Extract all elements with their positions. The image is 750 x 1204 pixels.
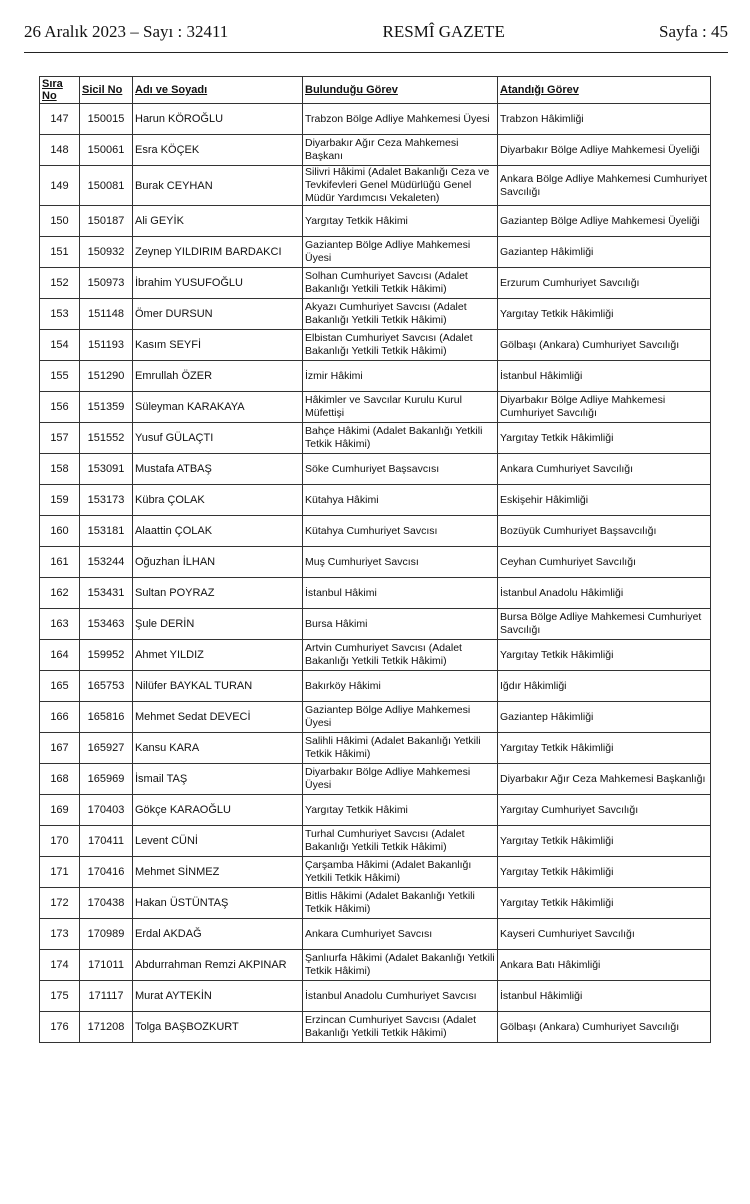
table-row (40, 485, 711, 516)
current-post-cell: Trabzon Bölge Adliye Mahkemesi Üyesi (303, 104, 498, 135)
sicil-no-cell: 170411 (80, 826, 133, 857)
sicil-no-cell: 170989 (80, 919, 133, 950)
sicil-no-cell: 153091 (80, 454, 133, 485)
name-cell: Alaattin ÇOLAK (133, 516, 303, 547)
sira-no-cell: 153 (40, 299, 80, 330)
current-post-cell: Diyarbakır Bölge Adliye Mahkemesi Üyesi (303, 764, 498, 795)
table-row (40, 795, 711, 826)
sicil-no-cell: 165753 (80, 671, 133, 702)
current-post-cell: Elbistan Cumhuriyet Savcısı (Adalet Bakanlığı Yetkili Tetkik Hâkimi) (303, 330, 498, 361)
name-cell: Kansu KARA (133, 733, 303, 764)
sicil-no-cell: 150187 (80, 206, 133, 237)
sira-no-cell: 166 (40, 702, 80, 733)
table-row (40, 733, 711, 764)
sicil-no-cell: 151552 (80, 423, 133, 454)
assigned-post-cell: İstanbul Hâkimliği (498, 981, 711, 1012)
current-post-cell: Kütahya Cumhuriyet Savcısı (303, 516, 498, 547)
col-header-sicil-no: Sicil No (80, 77, 133, 104)
assigned-post-cell: Yargıtay Cumhuriyet Savcılığı (498, 795, 711, 826)
name-cell: Ali GEYİK (133, 206, 303, 237)
sira-no-cell: 163 (40, 609, 80, 640)
sira-no-cell: 150 (40, 206, 80, 237)
table-row (40, 237, 711, 268)
current-post-cell: Gaziantep Bölge Adliye Mahkemesi Üyesi (303, 702, 498, 733)
sicil-no-cell: 171117 (80, 981, 133, 1012)
assigned-post-cell: Ankara Batı Hâkimliği (498, 950, 711, 981)
assigned-post-cell: Yargıtay Tetkik Hâkimliği (498, 826, 711, 857)
current-post-cell: Yargıtay Tetkik Hâkimi (303, 795, 498, 826)
sicil-no-cell: 170403 (80, 795, 133, 826)
assigned-post-cell: Gölbaşı (Ankara) Cumhuriyet Savcılığı (498, 330, 711, 361)
col-header-assigned-post: Atandığı Görev (498, 77, 711, 104)
name-cell: Levent CÜNİ (133, 826, 303, 857)
assigned-post-cell: Ankara Cumhuriyet Savcılığı (498, 454, 711, 485)
table-row (40, 547, 711, 578)
sicil-no-cell: 165816 (80, 702, 133, 733)
name-cell: İsmail TAŞ (133, 764, 303, 795)
table-row (40, 888, 711, 919)
name-cell: Murat AYTEKİN (133, 981, 303, 1012)
sira-no-cell: 168 (40, 764, 80, 795)
table-row (40, 764, 711, 795)
current-post-cell: Muş Cumhuriyet Savcısı (303, 547, 498, 578)
sicil-no-cell: 150932 (80, 237, 133, 268)
assigned-post-cell: Gaziantep Bölge Adliye Mahkemesi Üyeliği (498, 206, 711, 237)
sira-no-cell: 154 (40, 330, 80, 361)
current-post-cell: Bahçe Hâkimi (Adalet Bakanlığı Yetkili Tetkik Hâkimi) (303, 423, 498, 454)
name-cell: Ahmet YILDIZ (133, 640, 303, 671)
sira-no-cell: 159 (40, 485, 80, 516)
sira-no-cell: 151 (40, 237, 80, 268)
assigned-post-cell: Yargıtay Tetkik Hâkimliği (498, 733, 711, 764)
sicil-no-cell: 171011 (80, 950, 133, 981)
sira-no-cell: 152 (40, 268, 80, 299)
current-post-cell: Söke Cumhuriyet Başsavcısı (303, 454, 498, 485)
sira-no-cell: 174 (40, 950, 80, 981)
current-post-cell: Erzincan Cumhuriyet Savcısı (Adalet Bakanlığı Yetkili Tetkik Hâkimi) (303, 1012, 498, 1043)
name-cell: Erdal AKDAĞ (133, 919, 303, 950)
table-row (40, 981, 711, 1012)
table-row (40, 516, 711, 547)
current-post-cell: Bursa Hâkimi (303, 609, 498, 640)
assigned-post-cell: Ankara Bölge Adliye Mahkemesi Cumhuriyet Savcılığı (498, 166, 711, 206)
assigned-post-cell: Iğdır Hâkimliği (498, 671, 711, 702)
sira-no-cell: 172 (40, 888, 80, 919)
current-post-cell: Ankara Cumhuriyet Savcısı (303, 919, 498, 950)
current-post-cell: Bitlis Hâkimi (Adalet Bakanlığı Yetkili Tetkik Hâkimi) (303, 888, 498, 919)
sicil-no-cell: 151359 (80, 392, 133, 423)
current-post-cell: Şanlıurfa Hâkimi (Adalet Bakanlığı Yetkili Tetkik Hâkimi) (303, 950, 498, 981)
table-row (40, 135, 711, 166)
name-cell: Esra KÖÇEK (133, 135, 303, 166)
gazette-title: RESMÎ GAZETE (382, 22, 505, 41)
current-post-cell: İstanbul Hâkimi (303, 578, 498, 609)
name-cell: Zeynep YILDIRIM BARDAKCI (133, 237, 303, 268)
sira-no-cell: 173 (40, 919, 80, 950)
sicil-no-cell: 165927 (80, 733, 133, 764)
sira-no-cell: 167 (40, 733, 80, 764)
current-post-cell: Akyazı Cumhuriyet Savcısı (Adalet Bakanlığı Yetkili Tetkik Hâkimi) (303, 299, 498, 330)
assigned-post-cell: Gaziantep Hâkimliği (498, 237, 711, 268)
current-post-cell: Hâkimler ve Savcılar Kurulu Kurul Müfettişi (303, 392, 498, 423)
sira-no-cell: 160 (40, 516, 80, 547)
name-cell: Oğuzhan İLHAN (133, 547, 303, 578)
sicil-no-cell: 150973 (80, 268, 133, 299)
assigned-post-cell: İstanbul Hâkimliği (498, 361, 711, 392)
assigned-post-cell: Yargıtay Tetkik Hâkimliği (498, 888, 711, 919)
table-header-row (40, 77, 711, 104)
name-cell: Gökçe KARAOĞLU (133, 795, 303, 826)
name-cell: Kübra ÇOLAK (133, 485, 303, 516)
sicil-no-cell: 151193 (80, 330, 133, 361)
name-cell: Emrullah ÖZER (133, 361, 303, 392)
name-cell: Kasım SEYFİ (133, 330, 303, 361)
table-row (40, 104, 711, 135)
sicil-no-cell: 153244 (80, 547, 133, 578)
assigned-post-cell: Yargıtay Tetkik Hâkimliği (498, 423, 711, 454)
sira-no-cell: 162 (40, 578, 80, 609)
table-row (40, 640, 711, 671)
current-post-cell: Yargıtay Tetkik Hâkimi (303, 206, 498, 237)
current-post-cell: Silivri Hâkimi (Adalet Bakanlığı Ceza ve Tevkifevleri Genel Müdürlüğü Genel Müdür Yardımcısı Vekaleten) (303, 166, 498, 206)
sira-no-cell: 171 (40, 857, 80, 888)
current-post-cell: İzmir Hâkimi (303, 361, 498, 392)
header-rule (24, 52, 728, 53)
current-post-cell: Gaziantep Bölge Adliye Mahkemesi Üyesi (303, 237, 498, 268)
name-cell: Ömer DURSUN (133, 299, 303, 330)
sicil-no-cell: 150015 (80, 104, 133, 135)
table-row (40, 609, 711, 640)
assigned-post-cell: Yargıtay Tetkik Hâkimliği (498, 299, 711, 330)
col-header-sira-no: Sıra No (40, 77, 80, 104)
sicil-no-cell: 170438 (80, 888, 133, 919)
assigned-post-cell: Bozüyük Cumhuriyet Başsavcılığı (498, 516, 711, 547)
sira-no-cell: 161 (40, 547, 80, 578)
col-header-current-post: Bulunduğu Görev (303, 77, 498, 104)
current-post-cell: Solhan Cumhuriyet Savcısı (Adalet Bakanlığı Yetkili Tetkik Hâkimi) (303, 268, 498, 299)
table-row (40, 330, 711, 361)
name-cell: Mehmet SİNMEZ (133, 857, 303, 888)
table-row (40, 454, 711, 485)
name-cell: Burak CEYHAN (133, 166, 303, 206)
sicil-no-cell: 165969 (80, 764, 133, 795)
page-header (24, 22, 728, 56)
current-post-cell: Turhal Cumhuriyet Savcısı (Adalet Bakanlığı Yetkili Tetkik Hâkimi) (303, 826, 498, 857)
current-post-cell: İstanbul Anadolu Cumhuriyet Savcısı (303, 981, 498, 1012)
table-row (40, 299, 711, 330)
assigned-post-cell: Gölbaşı (Ankara) Cumhuriyet Savcılığı (498, 1012, 711, 1043)
sira-no-cell: 169 (40, 795, 80, 826)
current-post-cell: Artvin Cumhuriyet Savcısı (Adalet Bakanlığı Yetkili Tetkik Hâkimi) (303, 640, 498, 671)
sira-no-cell: 170 (40, 826, 80, 857)
name-cell: Sultan POYRAZ (133, 578, 303, 609)
table-row (40, 1012, 711, 1043)
table-row (40, 206, 711, 237)
sicil-no-cell: 159952 (80, 640, 133, 671)
appointments-table (39, 76, 711, 1043)
name-cell: Süleyman KARAKAYA (133, 392, 303, 423)
name-cell: Tolga BAŞBOZKURT (133, 1012, 303, 1043)
assigned-post-cell: Eskişehir Hâkimliği (498, 485, 711, 516)
sicil-no-cell: 151148 (80, 299, 133, 330)
name-cell: Mustafa ATBAŞ (133, 454, 303, 485)
assigned-post-cell: İstanbul Anadolu Hâkimliği (498, 578, 711, 609)
sicil-no-cell: 151290 (80, 361, 133, 392)
sira-no-cell: 157 (40, 423, 80, 454)
sira-no-cell: 164 (40, 640, 80, 671)
name-cell: Şule DERİN (133, 609, 303, 640)
sira-no-cell: 165 (40, 671, 80, 702)
sicil-no-cell: 153181 (80, 516, 133, 547)
assigned-post-cell: Yargıtay Tetkik Hâkimliği (498, 640, 711, 671)
sira-no-cell: 158 (40, 454, 80, 485)
table-row (40, 702, 711, 733)
sira-no-cell: 147 (40, 104, 80, 135)
name-cell: Nilüfer BAYKAL TURAN (133, 671, 303, 702)
current-post-cell: Kütahya Hâkimi (303, 485, 498, 516)
assigned-post-cell: Erzurum Cumhuriyet Savcılığı (498, 268, 711, 299)
col-header-name: Adı ve Soyadı (133, 77, 303, 104)
name-cell: Yusuf GÜLAÇTI (133, 423, 303, 454)
assigned-post-cell: Ceyhan Cumhuriyet Savcılığı (498, 547, 711, 578)
current-post-cell: Salihli Hâkimi (Adalet Bakanlığı Yetkili Tetkik Hâkimi) (303, 733, 498, 764)
sira-no-cell: 175 (40, 981, 80, 1012)
table-row (40, 578, 711, 609)
issue-date-number: 26 Aralık 2023 – Sayı : 32411 (24, 22, 229, 41)
assigned-post-cell: Trabzon Hâkimliği (498, 104, 711, 135)
sira-no-cell: 156 (40, 392, 80, 423)
sicil-no-cell: 153463 (80, 609, 133, 640)
sicil-no-cell: 153173 (80, 485, 133, 516)
table-row (40, 423, 711, 454)
sicil-no-cell: 170416 (80, 857, 133, 888)
assigned-post-cell: Bursa Bölge Adliye Mahkemesi Cumhuriyet Savcılığı (498, 609, 711, 640)
table-row (40, 361, 711, 392)
sicil-no-cell: 150061 (80, 135, 133, 166)
assigned-post-cell: Gaziantep Hâkimliği (498, 702, 711, 733)
current-post-cell: Bakırköy Hâkimi (303, 671, 498, 702)
table-row (40, 950, 711, 981)
name-cell: İbrahim YUSUFOĞLU (133, 268, 303, 299)
table-row (40, 826, 711, 857)
current-post-cell: Çarşamba Hâkimi (Adalet Bakanlığı Yetkili Tetkik Hâkimi) (303, 857, 498, 888)
sicil-no-cell: 150081 (80, 166, 133, 206)
sicil-no-cell: 153431 (80, 578, 133, 609)
sira-no-cell: 149 (40, 166, 80, 206)
assigned-post-cell: Diyarbakır Bölge Adliye Mahkemesi Üyeliği (498, 135, 711, 166)
table-row (40, 268, 711, 299)
sira-no-cell: 176 (40, 1012, 80, 1043)
assigned-post-cell: Yargıtay Tetkik Hâkimliği (498, 857, 711, 888)
page-number: Sayfa : 45 (659, 22, 728, 41)
assigned-post-cell: Diyarbakır Ağır Ceza Mahkemesi Başkanlığı (498, 764, 711, 795)
table-row (40, 919, 711, 950)
table-body (40, 104, 711, 1043)
name-cell: Hakan ÜSTÜNTAŞ (133, 888, 303, 919)
name-cell: Harun KÖROĞLU (133, 104, 303, 135)
assigned-post-cell: Diyarbakır Bölge Adliye Mahkemesi Cumhuriyet Savcılığı (498, 392, 711, 423)
name-cell: Abdurrahman Remzi AKPINAR (133, 950, 303, 981)
table-row (40, 392, 711, 423)
sicil-no-cell: 171208 (80, 1012, 133, 1043)
table-row (40, 166, 711, 206)
current-post-cell: Diyarbakır Ağır Ceza Mahkemesi Başkanı (303, 135, 498, 166)
sira-no-cell: 155 (40, 361, 80, 392)
table-row (40, 671, 711, 702)
sira-no-cell: 148 (40, 135, 80, 166)
name-cell: Mehmet Sedat DEVECİ (133, 702, 303, 733)
assigned-post-cell: Kayseri Cumhuriyet Savcılığı (498, 919, 711, 950)
table-row (40, 857, 711, 888)
